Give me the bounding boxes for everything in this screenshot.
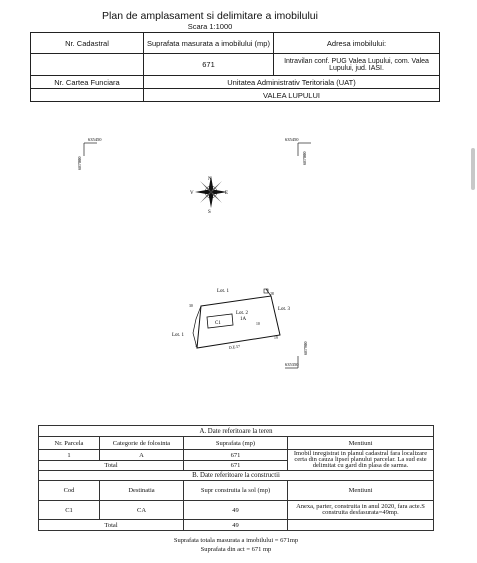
- constructii-total-value: 49: [184, 520, 288, 531]
- point-28-label: 28: [270, 292, 274, 296]
- constructii-total-empty: [288, 520, 434, 531]
- coord-x-top-right: 635450: [285, 137, 299, 142]
- constructii-cell-destinatia: CA: [100, 501, 184, 520]
- footer-total-surface: Suprafata totala masurata a imobilului = 671mp: [173, 537, 299, 544]
- teren-table: [38, 425, 434, 531]
- constructii-header-cod: Cod: [39, 481, 100, 501]
- coord-y-top-right: 687000: [302, 151, 307, 165]
- point-10-label: 10: [256, 322, 260, 326]
- uat-value: VALEA LUPULUI: [144, 89, 440, 102]
- lot3-label: Lot. 3: [278, 307, 290, 312]
- compass-north-label: N: [208, 177, 212, 182]
- surface-value: 671: [144, 54, 274, 76]
- teren-header-parcela: Nr. Parcela: [39, 437, 100, 450]
- carte-header: Nr. Cartea Funciara: [31, 76, 144, 89]
- coord-x-top-left: 635450: [88, 137, 102, 142]
- constructii-cell-suprafata: 49: [184, 501, 288, 520]
- scale-label: Scara 1:1000: [187, 22, 233, 31]
- parcel-outline: [197, 296, 280, 348]
- document-title: Plan de amplasament si delimitare a imobilului: [102, 10, 318, 22]
- point-30-label: 30: [189, 304, 193, 308]
- lot1-top-label: Lot. 1: [217, 289, 229, 294]
- parcel-west-edge: [193, 306, 201, 348]
- constructii-header-destinatia: Destinatia: [100, 481, 184, 501]
- building-label: C1: [215, 321, 221, 326]
- coord-y-top-left: 687000: [77, 156, 82, 170]
- constructii-header-mentiuni: Mentiuni: [288, 481, 434, 501]
- constructii-section-title: B. Date referitoare la constructii: [39, 471, 434, 481]
- compass-south-label: S: [208, 210, 211, 215]
- table-row: [39, 450, 434, 461]
- teren-total-value: 671: [184, 461, 288, 471]
- table-row: [39, 501, 434, 520]
- constructii-header-suprafata: Supr construita la sol (mp): [184, 481, 288, 501]
- point-19-label: 19: [274, 336, 278, 340]
- constructii-cell-cod: C1: [39, 501, 100, 520]
- uat-header: Unitatea Administrativ Teritoriala (UAT): [144, 76, 440, 89]
- surface-header: Suprafata masurata a imobilului (mp): [144, 33, 274, 54]
- teren-cell-parcela: 1: [39, 450, 100, 461]
- table-row: [39, 520, 434, 531]
- teren-section-title: A. Date referitoare la teren: [39, 426, 434, 437]
- teren-cell-categorie: A: [100, 450, 184, 461]
- footer-act-surface: Suprafata din act = 671 mp: [200, 546, 272, 553]
- lot1-left-label: Lot. 1: [172, 333, 184, 338]
- parcel-id-label: 1A: [240, 317, 247, 322]
- constructii-cell-mentiuni: Anexa, parter, construita in anul 2020, fara acte.S construita desfasurata=49mp.: [288, 501, 434, 520]
- teren-header-categorie: Categorie de folosinta: [100, 437, 184, 450]
- scrollbar-thumb[interactable]: [471, 148, 475, 190]
- teren-header-suprafata: Suprafata (mp): [184, 437, 288, 450]
- teren-header-mentiuni: Mentiuni: [288, 437, 434, 450]
- cadastral-header: Nr. Cadastral: [31, 33, 144, 54]
- road-label: D.E.57: [228, 343, 241, 350]
- compass-east-label: E: [225, 191, 229, 196]
- compass-west-label: V: [190, 191, 194, 196]
- lot2-label: Lot. 2: [236, 311, 248, 316]
- address-header: Adresa imobilului:: [274, 33, 440, 54]
- constructii-total-label: Total: [39, 520, 184, 531]
- teren-total-label: Total: [39, 461, 184, 471]
- coord-y-bottom: 687900: [303, 341, 308, 355]
- teren-cell-mentiuni: Imobil inregistrat in planul cadastral fara localizare certa din cauza lipsei planului parcelar. La sud este delimitat cu gard din plasa de sarma.: [288, 450, 434, 471]
- teren-cell-suprafata: 671: [184, 450, 288, 461]
- address-value: Intravilan conf. PUG Valea Lupului, com. Valea Lupului, jud. IASI.: [274, 54, 440, 76]
- point-1-label: 1: [195, 344, 197, 348]
- coord-x-bottom: 635350: [285, 362, 299, 367]
